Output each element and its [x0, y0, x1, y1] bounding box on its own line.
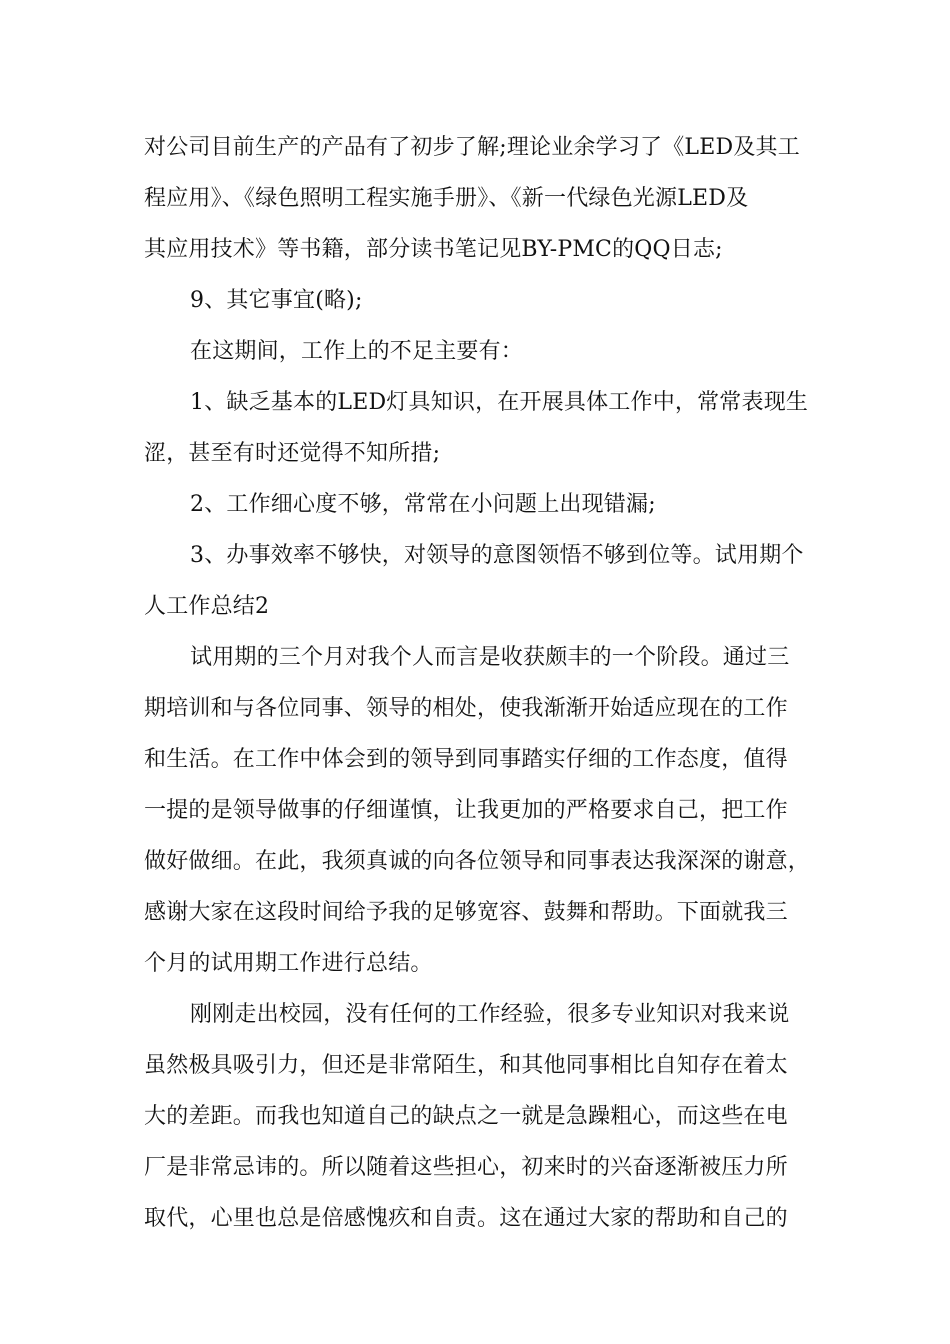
text-line: 程应用》、《绿色照明工程实施手册》、《新一代绿色光源LED及 — [144, 186, 749, 211]
text-line: 感谢大家在这段时间给予我的足够宽容、鼓舞和帮助。下面就我三 — [144, 900, 788, 925]
text-line: 对公司目前生产的产品有了初步了解;理论业余学习了《LED及其工 — [144, 135, 800, 160]
text-line: 2、工作细心度不够，常常在小问题上出现错漏; — [190, 492, 656, 517]
text-line: 取代，心里也总是倍感愧疚和自责。这在通过大家的帮助和自己的 — [144, 1206, 788, 1231]
text-line: 一提的是领导做事的仔细谨慎，让我更加的严格要求自己，把工作 — [144, 798, 788, 823]
text-line: 个月的试用期工作进行总结。 — [144, 951, 433, 976]
text-line: 期培训和与各位同事、领导的相处，使我渐渐开始适应现在的工作 — [144, 696, 788, 721]
text-line: 其应用技术》等书籍，部分读书笔记见BY-PMC的QQ日志; — [144, 237, 723, 262]
text-line: 刚刚走出校园，没有任何的工作经验，很多专业知识对我来说 — [190, 1002, 790, 1027]
text-line: 虽然极具吸引力，但还是非常陌生，和其他同事相比自知存在着太 — [144, 1053, 788, 1078]
text-line: 大的差距。而我也知道自己的缺点之一就是急躁粗心，而这些在电 — [144, 1104, 788, 1129]
text-line: 做好做细。在此，我须真诚的向各位领导和同事表达我深深的谢意， — [144, 849, 811, 874]
text-line: 厂是非常忌讳的。所以随着这些担心，初来时的兴奋逐渐被压力所 — [144, 1155, 788, 1180]
text-line: 涩，甚至有时还觉得不知所措; — [144, 441, 441, 466]
text-line: 9、其它事宜(略); — [190, 288, 363, 313]
text-line: 1、缺乏基本的LED灯具知识，在开展具体工作中，常常表现生 — [190, 390, 809, 415]
text-line: 和生活。在工作中体会到的领导到同事踏实仔细的工作态度，值得 — [144, 747, 788, 772]
text-line: 在这期间，工作上的不足主要有： — [190, 339, 524, 364]
text-line: 3、办事效率不够快，对领导的意图领悟不够到位等。试用期个 — [190, 543, 804, 568]
text-line: 人工作总结2 — [144, 594, 270, 619]
text-line: 试用期的三个月对我个人而言是收获颇丰的一个阶段。通过三 — [190, 645, 790, 670]
